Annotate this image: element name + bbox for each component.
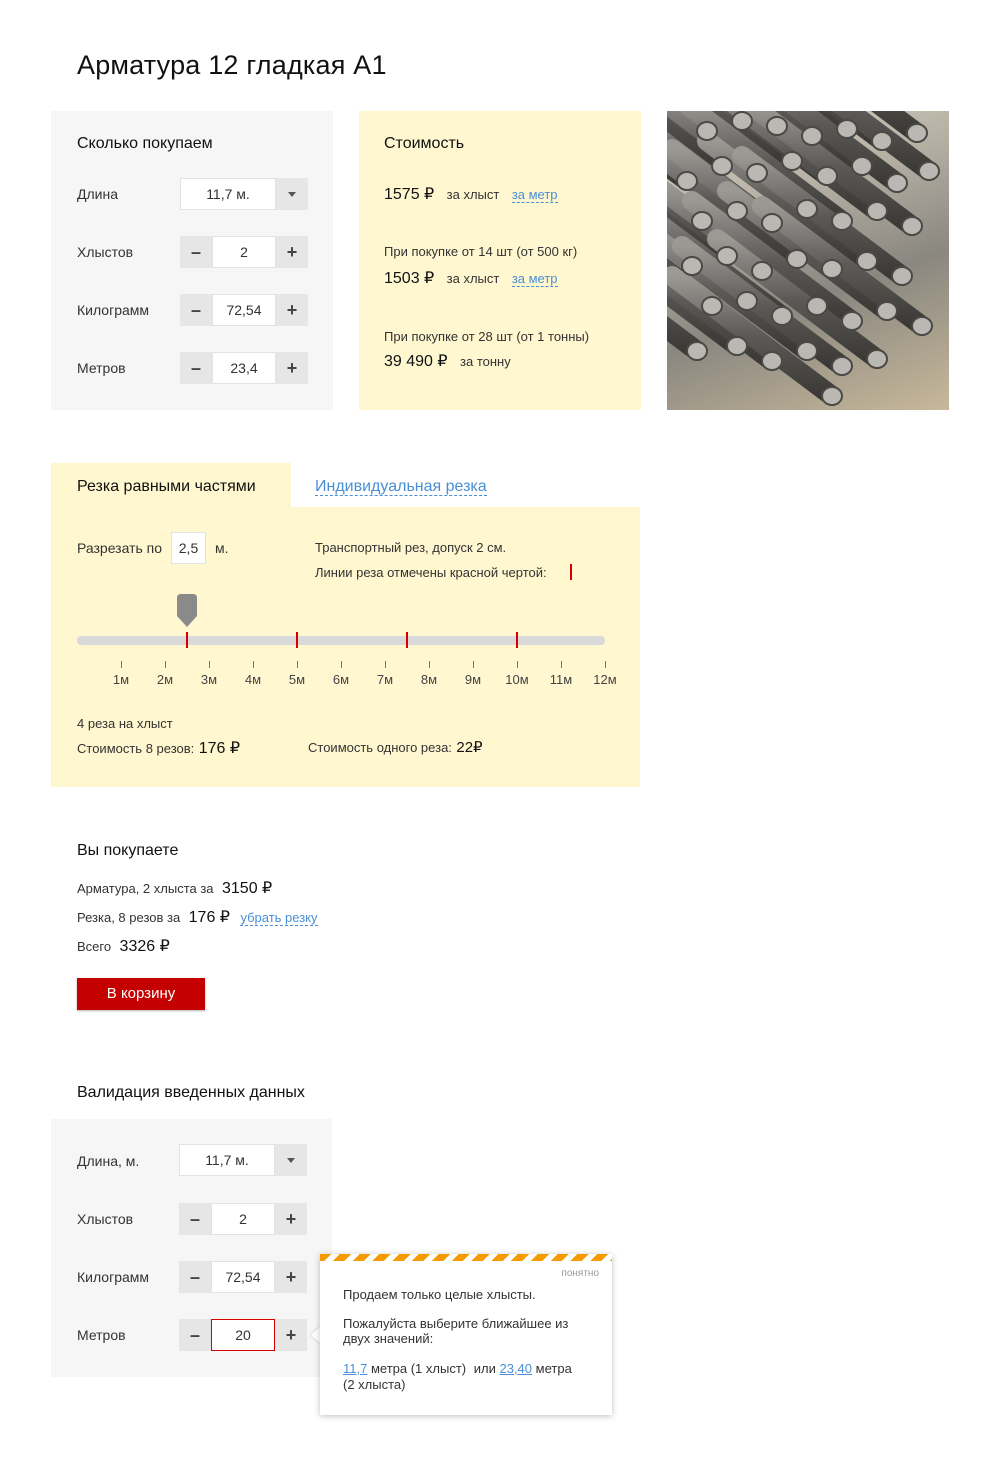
- rebar-end: [832, 357, 852, 375]
- tab-individual-cut-label: Индивидуальная резка: [315, 478, 487, 495]
- cut-cost-total: [77, 738, 240, 758]
- cut-mark: [186, 632, 188, 648]
- cut-mark: [296, 632, 298, 648]
- scale-tick: [429, 661, 430, 668]
- rebar-end: [797, 342, 817, 360]
- rebar-end: [877, 302, 897, 320]
- cut-cost-one-value: 22₽: [456, 739, 483, 756]
- price-row-1: [384, 184, 558, 204]
- rebar-end: [732, 112, 752, 130]
- summary-line-rebar: [77, 878, 272, 898]
- tab-individual-cut[interactable]: [315, 478, 487, 496]
- per-meter-link[interactable]: за метр: [511, 187, 558, 202]
- scale-tick: [605, 661, 606, 668]
- bars-input[interactable]: 2: [211, 1203, 275, 1235]
- validation-tooltip: [320, 1254, 612, 1415]
- rebar-end: [702, 297, 722, 315]
- per-meter-link[interactable]: за метр: [511, 271, 558, 286]
- scale-tick-label: 2м: [156, 672, 174, 687]
- summary-title: Вы покупаете: [77, 842, 179, 859]
- bars-input[interactable]: 2: [212, 236, 276, 268]
- tab-equal-cut-label: Резка равными частями: [77, 478, 256, 495]
- cut-slider[interactable]: [77, 592, 617, 692]
- rebar-end: [727, 337, 747, 355]
- rebar-end: [902, 217, 922, 235]
- cuts-per-bar: 4 реза на хлыст: [77, 716, 173, 731]
- scale-tick: [297, 661, 298, 668]
- rebar-bundle-image: [667, 111, 949, 410]
- bars-plus-button[interactable]: +: [275, 1203, 307, 1235]
- rebar-end: [867, 350, 887, 368]
- validation-panel: [51, 1119, 332, 1377]
- rebar-end: [767, 117, 787, 135]
- meters-minus-button[interactable]: –: [180, 352, 212, 384]
- price-per-bar: 1575 ₽: [384, 186, 435, 203]
- meters-minus-button[interactable]: –: [179, 1319, 211, 1351]
- rebar-end: [872, 132, 892, 150]
- slider-pin-icon: [175, 594, 199, 628]
- rebar-end: [867, 202, 887, 220]
- transport-cut-info: Транспортный рез, допуск 2 см.: [315, 540, 507, 555]
- cut-cost-total-value: 176 ₽: [198, 740, 241, 757]
- bars-minus-button[interactable]: –: [180, 236, 212, 268]
- cut-lines-info: Линии реза отмечены красной чертой:: [315, 565, 547, 580]
- scale-tick-label: 3м: [200, 672, 218, 687]
- bars-plus-button[interactable]: +: [276, 236, 308, 268]
- length-dropdown-button[interactable]: [276, 178, 308, 210]
- slider-track[interactable]: [77, 636, 605, 645]
- rebar-end: [697, 122, 717, 140]
- summary-rebar-label: Арматура, 2 хлыста за: [77, 881, 214, 896]
- price-row-2: [384, 268, 558, 288]
- price-unit: за тонну: [460, 354, 511, 369]
- meters-label: Метров: [77, 360, 126, 376]
- kg-label: Килограмм: [77, 1269, 150, 1285]
- rebar-end: [717, 247, 737, 265]
- length-label: Длина, м.: [77, 1153, 140, 1169]
- cut-mark: [516, 632, 518, 648]
- scale-tick-label: 4м: [244, 672, 262, 687]
- scale-tick-label: 10м: [505, 672, 529, 687]
- option-two-bars-link[interactable]: 23,40: [499, 1361, 533, 1376]
- tooltip-options: [343, 1361, 598, 1393]
- slider-handle[interactable]: [175, 594, 199, 628]
- option-one-text: метра (1 хлыст): [370, 1361, 467, 1376]
- scale-tick-label: 11м: [549, 672, 573, 687]
- summary-cutting-label: Резка, 8 резов за: [77, 910, 181, 925]
- tab-equal-cut[interactable]: [51, 463, 291, 508]
- rebar-end: [832, 212, 852, 230]
- warning-stripe: [320, 1254, 612, 1261]
- meters-plus-button[interactable]: +: [276, 352, 308, 384]
- rebar-end: [762, 214, 782, 232]
- quantity-panel: [51, 111, 333, 410]
- rebar-end: [762, 352, 782, 370]
- kg-minus-button[interactable]: –: [180, 294, 212, 326]
- scale-tick-label: 1м: [112, 672, 130, 687]
- rebar-end: [837, 120, 857, 138]
- rebar-end: [727, 202, 747, 220]
- option-two-text-2: (2 хлыста): [343, 1377, 406, 1392]
- scale-tick-label: 8м: [420, 672, 438, 687]
- rebar-end: [787, 250, 807, 268]
- scale-tick: [165, 661, 166, 668]
- scale-tick: [473, 661, 474, 668]
- cut-cost-one-label: Стоимость одного реза:: [308, 740, 452, 755]
- quantity-panel-title: Сколько покупаем: [77, 135, 213, 152]
- price-per-bar: 1503 ₽: [384, 270, 435, 287]
- rebar-end: [692, 212, 712, 230]
- rebar-end: [887, 174, 907, 192]
- bars-label: Хлыстов: [77, 1211, 134, 1227]
- summary-rebar-value: 3150 ₽: [222, 880, 273, 897]
- scale-tick: [561, 661, 562, 668]
- length-select[interactable]: 11,7 м.: [180, 178, 276, 210]
- rebar-end: [907, 124, 927, 142]
- rebar-end: [912, 317, 932, 335]
- summary-line-cutting: [77, 907, 318, 927]
- length-dropdown-button[interactable]: [275, 1144, 307, 1176]
- cut-by-input[interactable]: 2,5: [171, 532, 206, 564]
- rebar-end: [852, 157, 872, 175]
- price-per-ton: 39 490 ₽: [384, 353, 448, 370]
- option-two-text: метра: [535, 1361, 572, 1376]
- rebar-end: [772, 307, 792, 325]
- meters-label: Метров: [77, 1327, 126, 1343]
- cut-by-unit: м.: [215, 540, 229, 556]
- rebar-end: [782, 152, 802, 170]
- cutting-panel: [51, 507, 640, 787]
- cost-panel: [359, 111, 641, 410]
- scale-tick: [517, 661, 518, 668]
- summary-total-value: 3326 ₽: [119, 938, 170, 955]
- rebar-end: [857, 252, 877, 270]
- cut-cost-one: [308, 738, 483, 757]
- tooltip-message-1: Продаем только целые хлысты.: [343, 1287, 536, 1302]
- kg-minus-button[interactable]: –: [179, 1261, 211, 1293]
- scale-tick: [341, 661, 342, 668]
- rebar-end: [807, 297, 827, 315]
- remove-cutting-link[interactable]: убрать резку: [240, 910, 318, 925]
- scale-tick: [385, 661, 386, 668]
- rebar-end: [919, 162, 939, 180]
- price-unit: за хлыст: [446, 271, 500, 286]
- meters-plus-button[interactable]: +: [275, 1319, 307, 1351]
- rebar-end: [797, 200, 817, 218]
- price-row-3: [384, 351, 511, 371]
- scale-tick-label: 5м: [288, 672, 306, 687]
- rebar-end: [687, 342, 707, 360]
- kg-plus-button[interactable]: +: [276, 294, 308, 326]
- kg-plus-button[interactable]: +: [275, 1261, 307, 1293]
- cut-by-label: Разрезать по: [77, 540, 163, 556]
- length-select[interactable]: 11,7 м.: [179, 1144, 275, 1176]
- bars-minus-button[interactable]: –: [179, 1203, 211, 1235]
- rebar-end: [712, 157, 732, 175]
- scale-tick-label: 12м: [593, 672, 617, 687]
- rebar-end: [892, 267, 912, 285]
- rebar-end: [822, 260, 842, 278]
- meters-input[interactable]: 23,4: [212, 352, 276, 384]
- scale-tick-label: 9м: [464, 672, 482, 687]
- cut-line-sample: [570, 564, 572, 580]
- rebar-end: [822, 387, 842, 405]
- validation-title: Валидация введенных данных: [77, 1084, 305, 1101]
- summary-total-label: Всего: [77, 939, 112, 954]
- rebar-end: [737, 292, 757, 310]
- summary-total: [77, 936, 170, 956]
- scale-tick-label: 7м: [376, 672, 394, 687]
- rebar-end: [682, 257, 702, 275]
- page-title: Арматура 12 гладкая А1: [77, 50, 387, 80]
- rebar-end: [752, 262, 772, 280]
- tooltip-dismiss-button[interactable]: понятно: [561, 1268, 599, 1279]
- rebar-end: [677, 172, 697, 190]
- tooltip-message-2: Пожалуйста выберите ближайшее из двух значений:: [343, 1316, 569, 1346]
- cut-mark: [406, 632, 408, 648]
- option-or: или: [473, 1361, 496, 1376]
- bars-label: Хлыстов: [77, 244, 134, 260]
- rebar-end: [817, 167, 837, 185]
- summary-cutting-value: 176 ₽: [188, 909, 230, 926]
- kg-input[interactable]: 72,54: [211, 1261, 275, 1293]
- meters-input-error[interactable]: 20: [211, 1319, 275, 1351]
- scale-tick: [121, 661, 122, 668]
- add-to-cart-button[interactable]: В корзину: [77, 978, 205, 1010]
- price-unit: за хлыст: [446, 187, 500, 202]
- rebar-end: [802, 127, 822, 145]
- scale-tick: [209, 661, 210, 668]
- cut-cost-total-label: Стоимость 8 резов:: [77, 741, 195, 756]
- scale-tick-label: 6м: [332, 672, 350, 687]
- rebar-end: [842, 312, 862, 330]
- kg-input[interactable]: 72,54: [212, 294, 276, 326]
- price-condition-3: При покупке от 28 шт (от 1 тонны): [384, 329, 590, 344]
- product-photo: [667, 111, 949, 410]
- scale-tick: [253, 661, 254, 668]
- cost-panel-title: Стоимость: [384, 135, 465, 152]
- kg-label: Килограмм: [77, 302, 150, 318]
- price-condition-2: При покупке от 14 шт (от 500 кг): [384, 244, 578, 259]
- rebar-end: [747, 164, 767, 182]
- length-label: Длина: [77, 186, 118, 202]
- option-one-bar-link[interactable]: 11,7: [343, 1361, 368, 1376]
